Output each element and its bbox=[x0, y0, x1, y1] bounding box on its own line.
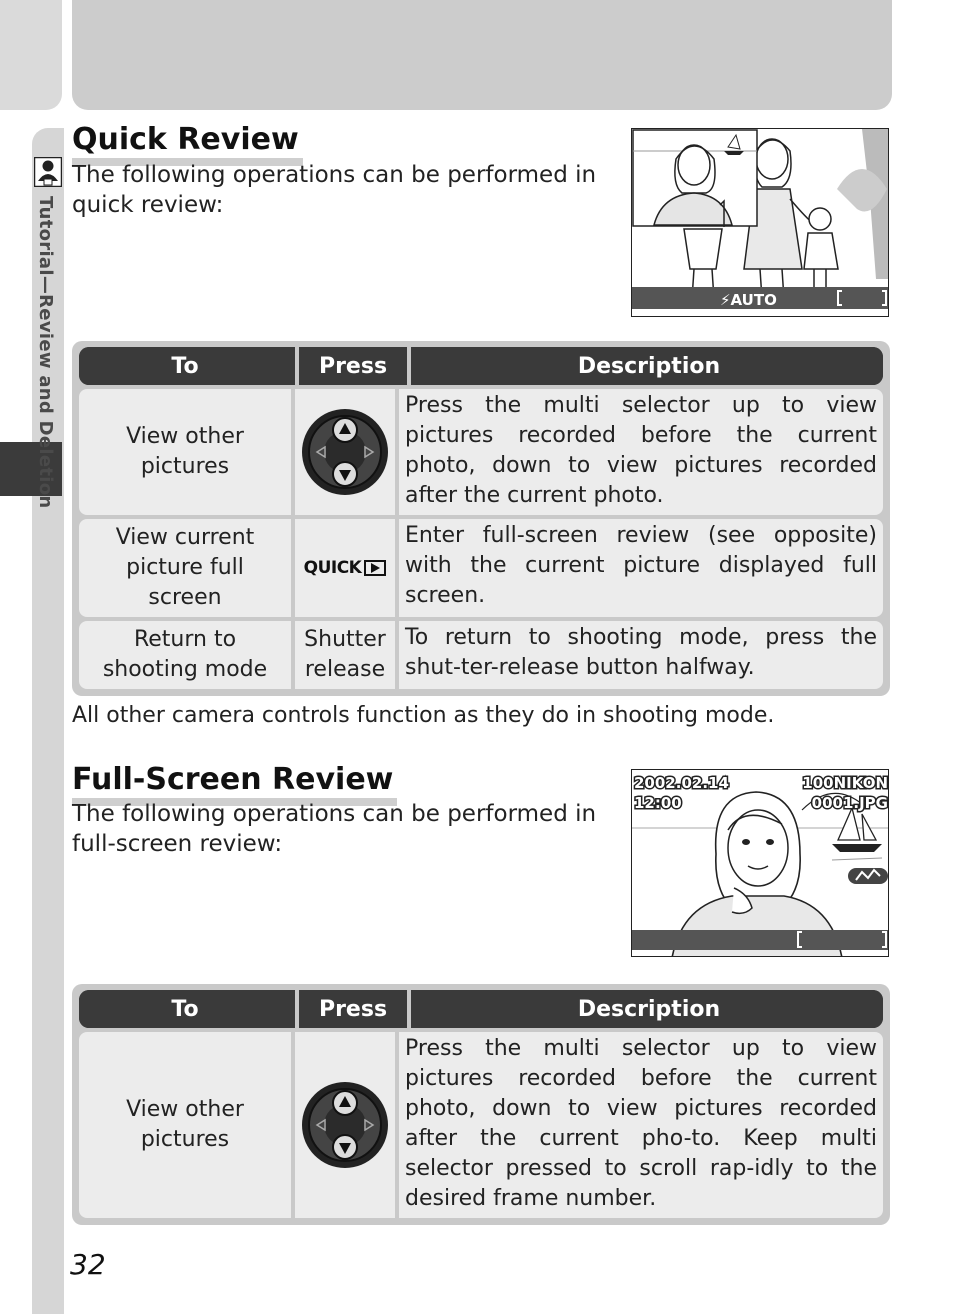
tutorial-person-icon bbox=[34, 157, 62, 187]
row-press bbox=[295, 389, 395, 515]
row-action: View other pictures bbox=[79, 1032, 291, 1218]
row-description: Press the multi selector up to view pictures recorded before the current photo, down to view pictures recorded after the current pho-to. Keep multi selector pressed to scroll rap-idly to the desired frame number. bbox=[399, 1032, 883, 1218]
multi-selector-icon bbox=[301, 1081, 389, 1169]
full-screen-review-screen bbox=[631, 769, 889, 957]
sidebar-label: Tutorial—Review and Deletion bbox=[35, 196, 56, 509]
flash-mode-indicator: ⚡AUTO bbox=[720, 291, 777, 309]
multi-selector-icon bbox=[301, 408, 389, 496]
full-screen-review-photo bbox=[632, 770, 889, 957]
controls-note: All other camera controls function as they do in shooting mode. bbox=[72, 703, 775, 728]
quick-review-screen bbox=[631, 128, 889, 317]
quick-review-title: Quick Review bbox=[72, 124, 303, 166]
header-banner bbox=[72, 0, 892, 110]
header-to: To bbox=[79, 347, 291, 385]
header-press: Press bbox=[303, 990, 403, 1028]
row-press bbox=[295, 1032, 395, 1218]
photo-time: 12:00 bbox=[634, 794, 682, 812]
row-action: Return to shooting mode bbox=[79, 621, 291, 689]
row-description: Enter full-screen review (see opposite) with the current picture displayed full screen. bbox=[399, 519, 883, 617]
row-description: Press the multi selector up to view pictures recorded before the current photo, down to view pictures recorded after the current photo. bbox=[399, 389, 883, 515]
table-row bbox=[79, 519, 883, 617]
table-header bbox=[79, 347, 883, 385]
photo-date: 2002.02.14 bbox=[634, 774, 729, 792]
header-press: Press bbox=[303, 347, 403, 385]
table-row bbox=[79, 621, 883, 689]
row-press: Shutter release bbox=[295, 621, 395, 689]
row-press bbox=[295, 519, 395, 617]
full-screen-review-intro: The following operations can be performed in full-screen review: bbox=[72, 801, 597, 857]
table-row bbox=[79, 1032, 883, 1218]
header-description: Description bbox=[415, 990, 883, 1028]
quick-review-intro: The following operations can be performed in quick review: bbox=[72, 162, 597, 218]
header-to: To bbox=[79, 990, 291, 1028]
full-screen-review-table bbox=[72, 984, 890, 1225]
quick-review-photo bbox=[632, 129, 889, 317]
page-number: 32 bbox=[70, 1248, 106, 1281]
corner-tab bbox=[0, 0, 62, 110]
photo-folder: 100NIKON bbox=[802, 774, 888, 792]
row-action: View current picture full screen bbox=[79, 519, 291, 617]
full-screen-review-title: Full-Screen Review bbox=[72, 764, 397, 806]
row-action: View other pictures bbox=[79, 389, 291, 515]
table-row bbox=[79, 389, 883, 515]
quick-play-icon: QUICK bbox=[304, 553, 387, 583]
quick-review-table bbox=[72, 341, 890, 696]
table-header bbox=[79, 990, 883, 1028]
row-description: To return to shooting mode, press the shut-ter-release button halfway. bbox=[399, 621, 883, 689]
photo-filename: 0001.JPG bbox=[811, 794, 888, 812]
header-description: Description bbox=[415, 347, 883, 385]
